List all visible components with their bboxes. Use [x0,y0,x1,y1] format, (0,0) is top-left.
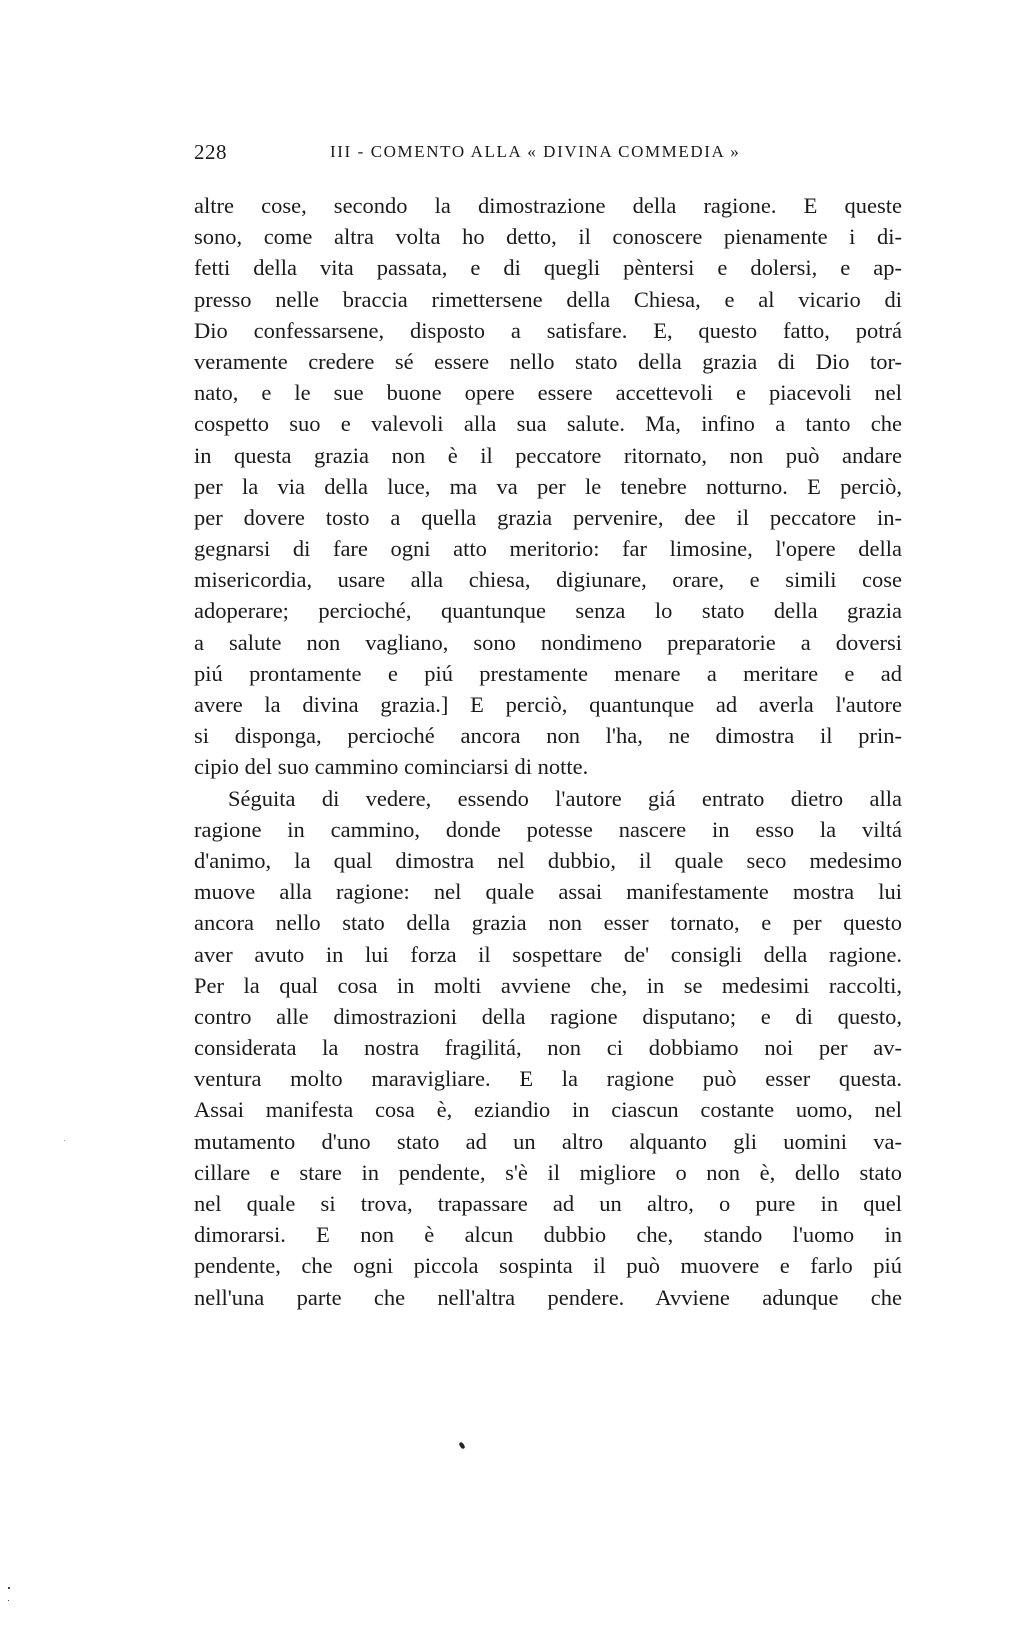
text-line: fetti della vita passata, e di quegli pèntersi e dolersi, e ap- [194,255,902,281]
page-number: 228 [194,140,227,164]
ink-speck [64,1140,65,1141]
text-line: cillare e stare in pendente, s'è il migliore o non è, dello stato [194,1159,902,1185]
paragraph-2 [194,783,902,1313]
text-line: presso nelle braccia rimettersene della Chiesa, e al vicario di [194,286,902,312]
text-line: ancora nello stato della grazia non esser tornato, e per questo [194,910,902,936]
text-line: Assai manifesta cosa è, eziandio in ciascun costante uomo, nel [194,1097,902,1123]
text-line: cipio del suo cammino cominciarsi di notte. [194,754,589,780]
text-line: in questa grazia non è il peccatore ritornato, non può andare [194,442,902,468]
paragraph-1 [194,190,902,783]
page-header [194,140,814,170]
running-head: III - COMENTO ALLA « DIVINA COMMEDIA » [330,142,741,161]
text-line: Per la qual cosa in molti avviene che, in se medesimi raccolti, [194,972,902,998]
text-line: per la via della luce, ma va per le tenebre notturno. E perciò, [194,473,902,499]
text-line: ventura molto maravigliare. E la ragione può esser questa. [194,1066,902,1092]
text-line: nell'una parte che nell'altra pendere. Avviene adunque che [194,1284,902,1310]
ink-speck [458,1441,465,1449]
body-text [194,190,902,1313]
text-line: cospetto suo e valevoli alla sua salute. Ma, infino a tanto che [194,411,902,437]
text-line: altre cose, secondo la dimostrazione della ragione. E queste [194,193,902,218]
text-line: nato, e le sue buone opere essere accettevoli e piacevoli nel [194,380,902,406]
text-line: Séguita di vedere, essendo l'autore giá entrato dietro alla [228,785,902,811]
text-line: si disponga, percioché ancora non l'ha, ne dimostra il prin- [194,723,902,749]
text-line: piú prontamente e piú prestamente menare a meritare e ad [194,660,902,686]
text-line: contro alle dimostrazioni della ragione disputano; e di questo, [194,1003,902,1029]
ink-speck [8,1587,10,1589]
text-line: ragione in cammino, donde potesse nascere in esso la viltá [194,816,902,842]
text-line: veramente credere sé essere nello stato della grazia di Dio tor- [194,348,902,374]
text-line: sono, come altra volta ho detto, il conoscere pienamente i di- [194,224,902,250]
text-line: muove alla ragione: nel quale assai manifestamente mostra lui [194,879,902,905]
ink-speck [8,1600,9,1601]
text-line: per dovere tosto a quella grazia pervenire, dee il peccatore in- [194,504,902,530]
text-line: dimorarsi. E non è alcun dubbio che, stando l'uomo in [194,1222,902,1248]
text-line: d'animo, la qual dimostra nel dubbio, il quale seco medesimo [194,847,902,873]
text-line: misericordia, usare alla chiesa, digiunare, orare, e simili cose [194,567,902,593]
text-line: nel quale si trova, trapassare ad un altro, o pure in quel [194,1191,902,1216]
text-line: gegnarsi di fare ogni atto meritorio: far limosine, l'opere della [194,536,902,562]
text-line: considerata la nostra fragilitá, non ci dobbiamo noi per av- [194,1035,902,1061]
text-line: adoperare; percioché, quantunque senza lo stato della grazia [194,598,902,624]
text-line: aver avuto in lui forza il sospettare de' consigli della ragione. [194,941,902,967]
text-line: avere la divina grazia.] E perciò, quantunque ad averla l'autore [194,692,902,717]
text-line: Dio confessarsene, disposto a satisfare. E, questo fatto, potrá [194,317,902,343]
text-line: mutamento d'uno stato ad un altro alquanto gli uomini va- [194,1128,902,1154]
text-line: a salute non vagliano, sono nondimeno preparatorie a doversi [194,629,902,655]
text-line: pendente, che ogni piccola sospinta il può muovere e farlo piú [194,1253,902,1279]
